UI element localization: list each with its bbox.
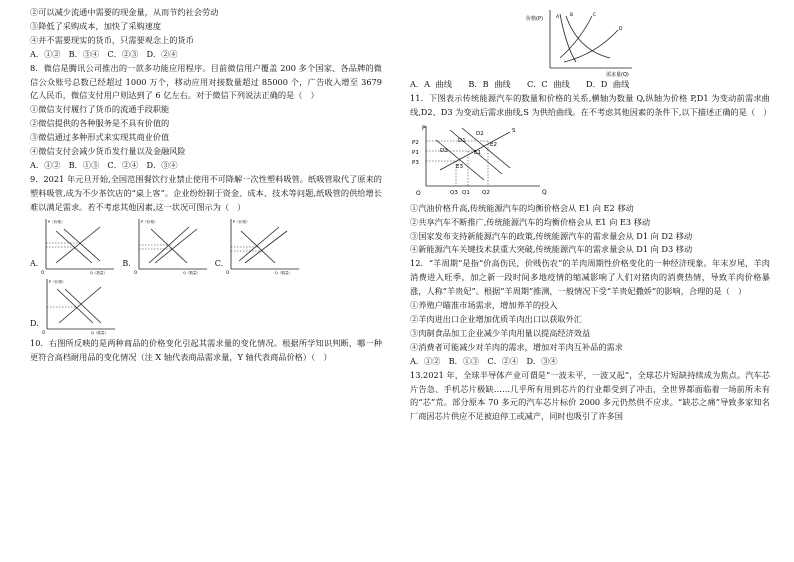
q11-origin: O bbox=[416, 189, 421, 197]
q10-options: A．A 曲线 B．B 曲线 C．C 曲线 D．D 曲线 bbox=[410, 79, 630, 89]
q12-item-3: ③肉制食品加工企业减少羊肉用量以提高经济效益 bbox=[410, 327, 591, 338]
q8-item-2: ②微信提供的各种服务是不具有价值的 bbox=[30, 118, 170, 129]
q12-stem: 12．“羊周期”是指“价高伤民，价贱伤农”的羊肉周期性价格变化的一种经济现象。年末岁尾，羊肉消费进入旺季，加之新一段时间多地疫情的缩减影响了人们对猪肉的消费热情，导致羊肉价格暴涨，人称“羊贵妃”。根据“羊周期”推测，一般情况下受“羊贵妃撒娇”的影响，合理的是（ ） bbox=[410, 258, 770, 297]
q7-item-4: ④并不需要现实的货币，只需要观念上的货币 bbox=[30, 34, 194, 45]
q9-letter-d: D. bbox=[30, 318, 39, 328]
q9-option-b bbox=[122, 217, 208, 275]
q11-graph bbox=[410, 122, 550, 202]
left-column bbox=[30, 6, 382, 364]
q12-options: A．①② B．①③ C．②④ D．③④ bbox=[410, 355, 558, 366]
q9-d-xlabel: Q（数量） bbox=[90, 330, 108, 335]
q11-d2: D2 bbox=[476, 130, 484, 137]
q11-e2: E2 bbox=[490, 141, 497, 148]
q11-item-4: ④新能源汽车关键技术获重大突破,传统能源汽车的需求量会从 D1 向 D3 移动 bbox=[410, 244, 693, 255]
q11-d1: D1 bbox=[458, 137, 466, 144]
q10-ylabel: 价格(P) bbox=[526, 16, 543, 22]
q12-item-1: ①养殖户瞄准市场需求，增加养羊的投入 bbox=[410, 300, 558, 311]
q9-option-a bbox=[30, 217, 116, 275]
q11-p2: P2 bbox=[412, 139, 419, 146]
q7-options: A．①② B．③④ C．②③ D．②④ bbox=[30, 48, 178, 59]
q10-curve-a: A bbox=[556, 15, 560, 20]
q12-item-2: ②羊肉进出口企业增加优质羊肉出口以获取外汇 bbox=[410, 313, 582, 324]
q11-item-3: ③国家发布支持新能源汽车的政策,传统能源汽车的需求量会从 D1 向 D2 移动 bbox=[410, 230, 693, 241]
q9-graph-d bbox=[41, 277, 117, 335]
q11-p3: P3 bbox=[412, 159, 419, 166]
q8-item-4: ④微信支付会减少货币发行量以及金融风险 bbox=[30, 146, 186, 157]
q9-graph-c bbox=[225, 217, 301, 275]
q9-c-xlabel: Q（数量） bbox=[275, 270, 293, 275]
q9-graph-row-1 bbox=[30, 217, 382, 275]
q9-stem: 9．2021 年元旦开始,全国范围餐饮行业禁止使用不可降解一次性塑料吸管。纸吸管取代了原来的塑料吸管,成为不少茶饮店的“桌上客”。企业纷纷制于资金、成本、技术等问题,纸吸管的供给增长难以满足需求。若不考虑其他因素,这一状况可图示为（ ） bbox=[30, 173, 382, 212]
q9-a-origin: O bbox=[41, 269, 45, 275]
q9-b-ylabel: P（价格） bbox=[140, 219, 158, 224]
q10-graph bbox=[520, 6, 640, 78]
q11-q3: Q3 bbox=[450, 189, 458, 196]
q10-graph-wrap bbox=[390, 6, 770, 78]
q8-options: A．①② B．①③ C．②④ D．③④ bbox=[30, 159, 178, 170]
q10-curve-d: D bbox=[619, 27, 623, 32]
q9-c-ylabel: P（价格） bbox=[233, 219, 250, 224]
q12-item-4: ④消费者可能减少对羊肉的需求，增加对羊肉互补品的需求 bbox=[410, 341, 623, 352]
q9-a-xlabel: Q（数量） bbox=[90, 270, 108, 275]
q11-ylabel: P bbox=[422, 124, 426, 132]
q9-graph-row-2 bbox=[30, 277, 382, 335]
q9-letter-c: C. bbox=[214, 258, 224, 268]
q8-item-1: ①微信支付履行了货币的流通手段职能 bbox=[30, 104, 170, 115]
q8-item-3: ③微信通过多种形式来实现其商业价值 bbox=[30, 132, 170, 143]
q10-xlabel: 需求量(Q) bbox=[606, 72, 629, 78]
q11-item-2: ②共享汽车不断推广,传统能源汽车的均衡价格会从 E1 向 E3 移动 bbox=[410, 216, 651, 227]
q11-p1: P1 bbox=[412, 149, 419, 156]
q9-b-xlabel: Q（数量） bbox=[182, 270, 200, 275]
q11-e3: E3 bbox=[456, 163, 463, 170]
q11-s: S bbox=[512, 127, 516, 134]
q10-stem: 10．右图所反映的是两种商品的价格变化引起其需求量的变化情况。根据所学知识判断，哪一种更符合高档耐用品的变化情况（注 X 轴代表商品需求量，Y 轴代表商品价格）（ ） bbox=[30, 337, 382, 362]
q13-stem: 13.2021 年，全球半导体产业可谓是“一波未平，一波又起”，全球芯片短缺持续成为焦点。汽车芯片告急、手机芯片极缺……几乎所有用到芯片的行业都受到了冲击，全世界都面临着一场前所未有的“芯”荒。部分原本 70 多元的汽车芯片标价 2000 多元仍然供不应求。“缺芯之痛”导致多家知名厂商因芯片供应不足被迫停工或减产，同时也吸引了许多国 bbox=[410, 369, 770, 422]
q9-option-c bbox=[215, 217, 301, 275]
q10-curve-c: C bbox=[593, 13, 597, 18]
q8-stem: 8．微信是腾讯公司推出的一款多功能应用程序。目前微信用户覆盖 200 多个国家、各品牌的微信公众账号总数已经超过 1000 万个，移动应用对接数量超过 85000 个，广告收入增至 3679 亿人民币，微信支付用户则达到了 6 亿左右。对于微信下列说法正确的是（ ） bbox=[30, 62, 382, 101]
q9-d-origin: O bbox=[41, 329, 45, 335]
q11-item-1: ①汽油价格升高,传统能源汽车的均衡价格会从 E1 向 E2 移动 bbox=[410, 202, 634, 213]
q7-item-2: ②可以减少流通中需要的现金量，从而节约社会劳动 bbox=[30, 7, 219, 17]
q11-stem: 11．下图表示传统能源汽车的数量和价格的关系,横轴为数量 Q,纵轴为价格 P,D1 为变动前需求曲线,D2、D3 为变动后需求曲线,S 为供给曲线。在不考虑其他因素的条件下,以下描述正确的是（ ） bbox=[410, 92, 772, 117]
q9-letter-b: B. bbox=[122, 258, 131, 268]
q9-d-ylabel: P（价格） bbox=[48, 279, 66, 284]
q11-xlabel: Q bbox=[542, 188, 547, 196]
q11-e1: E1 bbox=[474, 149, 481, 156]
q10-curve-b: B bbox=[570, 13, 574, 18]
q9-graph-a bbox=[40, 217, 116, 275]
q9-a-ylabel: P（价格） bbox=[48, 219, 65, 224]
q9-c-origin: O bbox=[226, 269, 230, 275]
right-column bbox=[410, 6, 770, 424]
q9-graph-b bbox=[133, 217, 209, 275]
q11-q2: Q2 bbox=[482, 189, 490, 196]
q9-b-origin: O bbox=[133, 269, 137, 275]
q9-option-d bbox=[30, 277, 117, 335]
q11-d3: D3 bbox=[440, 147, 448, 154]
q9-letter-a: A. bbox=[30, 258, 39, 268]
q7-item-3: ③降低了采购成本，加快了采购速度 bbox=[30, 20, 162, 31]
q11-q1: Q1 bbox=[462, 189, 470, 196]
